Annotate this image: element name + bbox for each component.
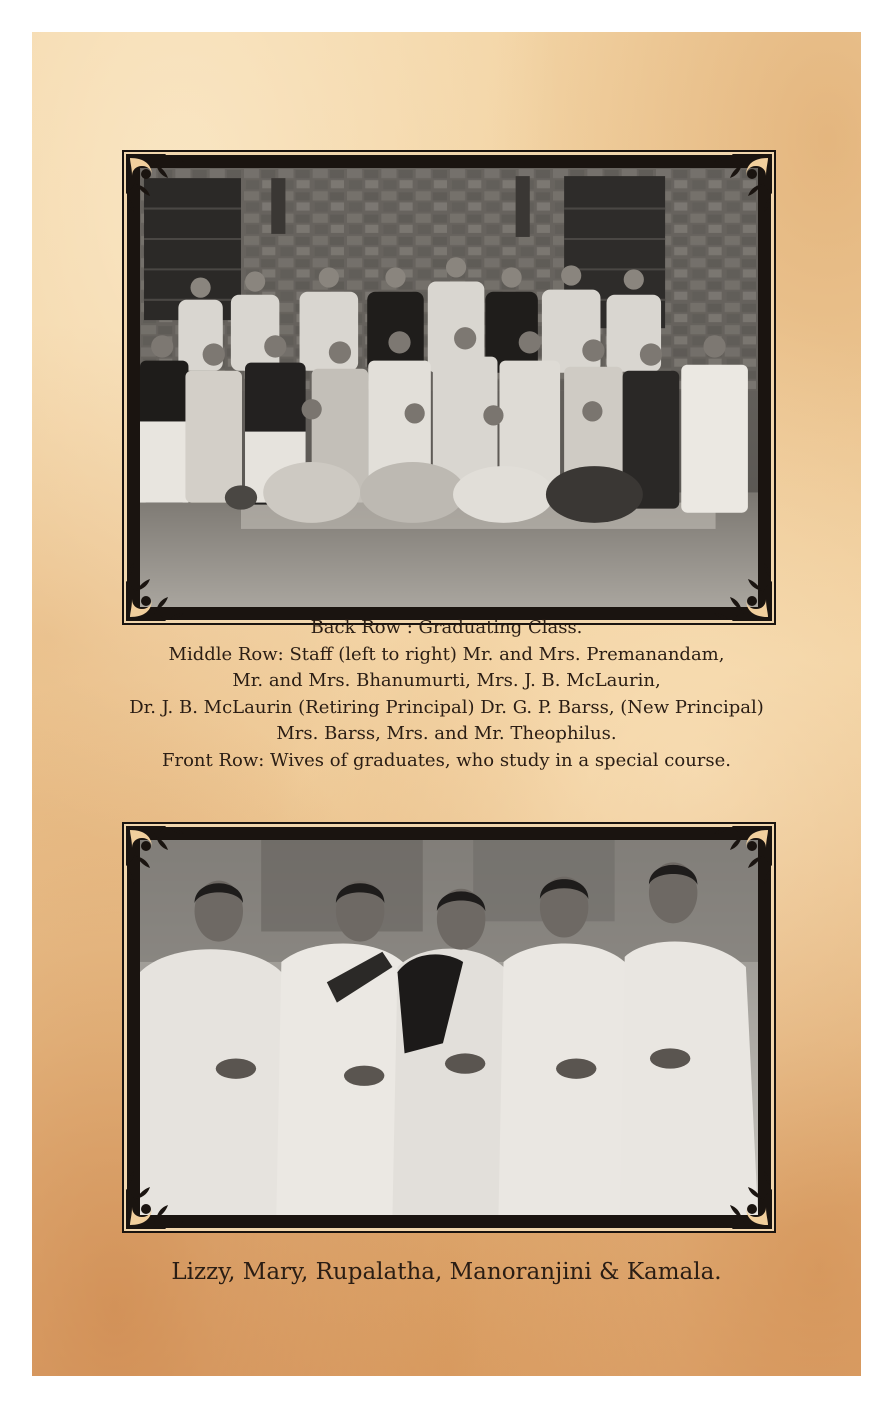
ornamental-corner-icon: [122, 150, 200, 228]
caption-line: Mrs. Barss, Mrs. and Mr. Theophilus.: [276, 723, 617, 744]
album-page: [32, 32, 861, 1376]
ornamental-corner-icon: [122, 822, 200, 900]
ornamental-corner-icon: [698, 547, 776, 625]
caption-line: Middle Row: Staff (left to right) Mr. and Mrs. Premanandam,: [168, 643, 725, 665]
group-photo: [140, 168, 758, 607]
women-photo: [140, 840, 758, 1215]
women-photo-frame: [127, 827, 771, 1228]
ornamental-corner-icon: [698, 1155, 776, 1233]
caption-line: Mr. and Mrs. Bhanumurti, Mrs. J. B. McLaurin,: [232, 670, 661, 691]
caption-line: Dr. J. B. McLaurin (Retiring Principal) Dr. G. P. Barss, (New Principal): [129, 696, 764, 718]
caption-line: Front Row: Wives of graduates, who study in a special course.: [161, 749, 732, 771]
group-photo-caption: [32, 615, 861, 774]
women-photo-caption: Lizzy, Mary, Rupalatha, Manoranjini & Kamala.: [171, 1259, 722, 1285]
ornamental-corner-icon: [122, 547, 200, 625]
ornamental-corner-icon: [698, 822, 776, 900]
caption-line: Back Row : Graduating Class.: [310, 617, 583, 638]
group-photo-frame: [127, 155, 771, 620]
ornamental-corner-icon: [698, 150, 776, 228]
ornamental-corner-icon: [122, 1155, 200, 1233]
